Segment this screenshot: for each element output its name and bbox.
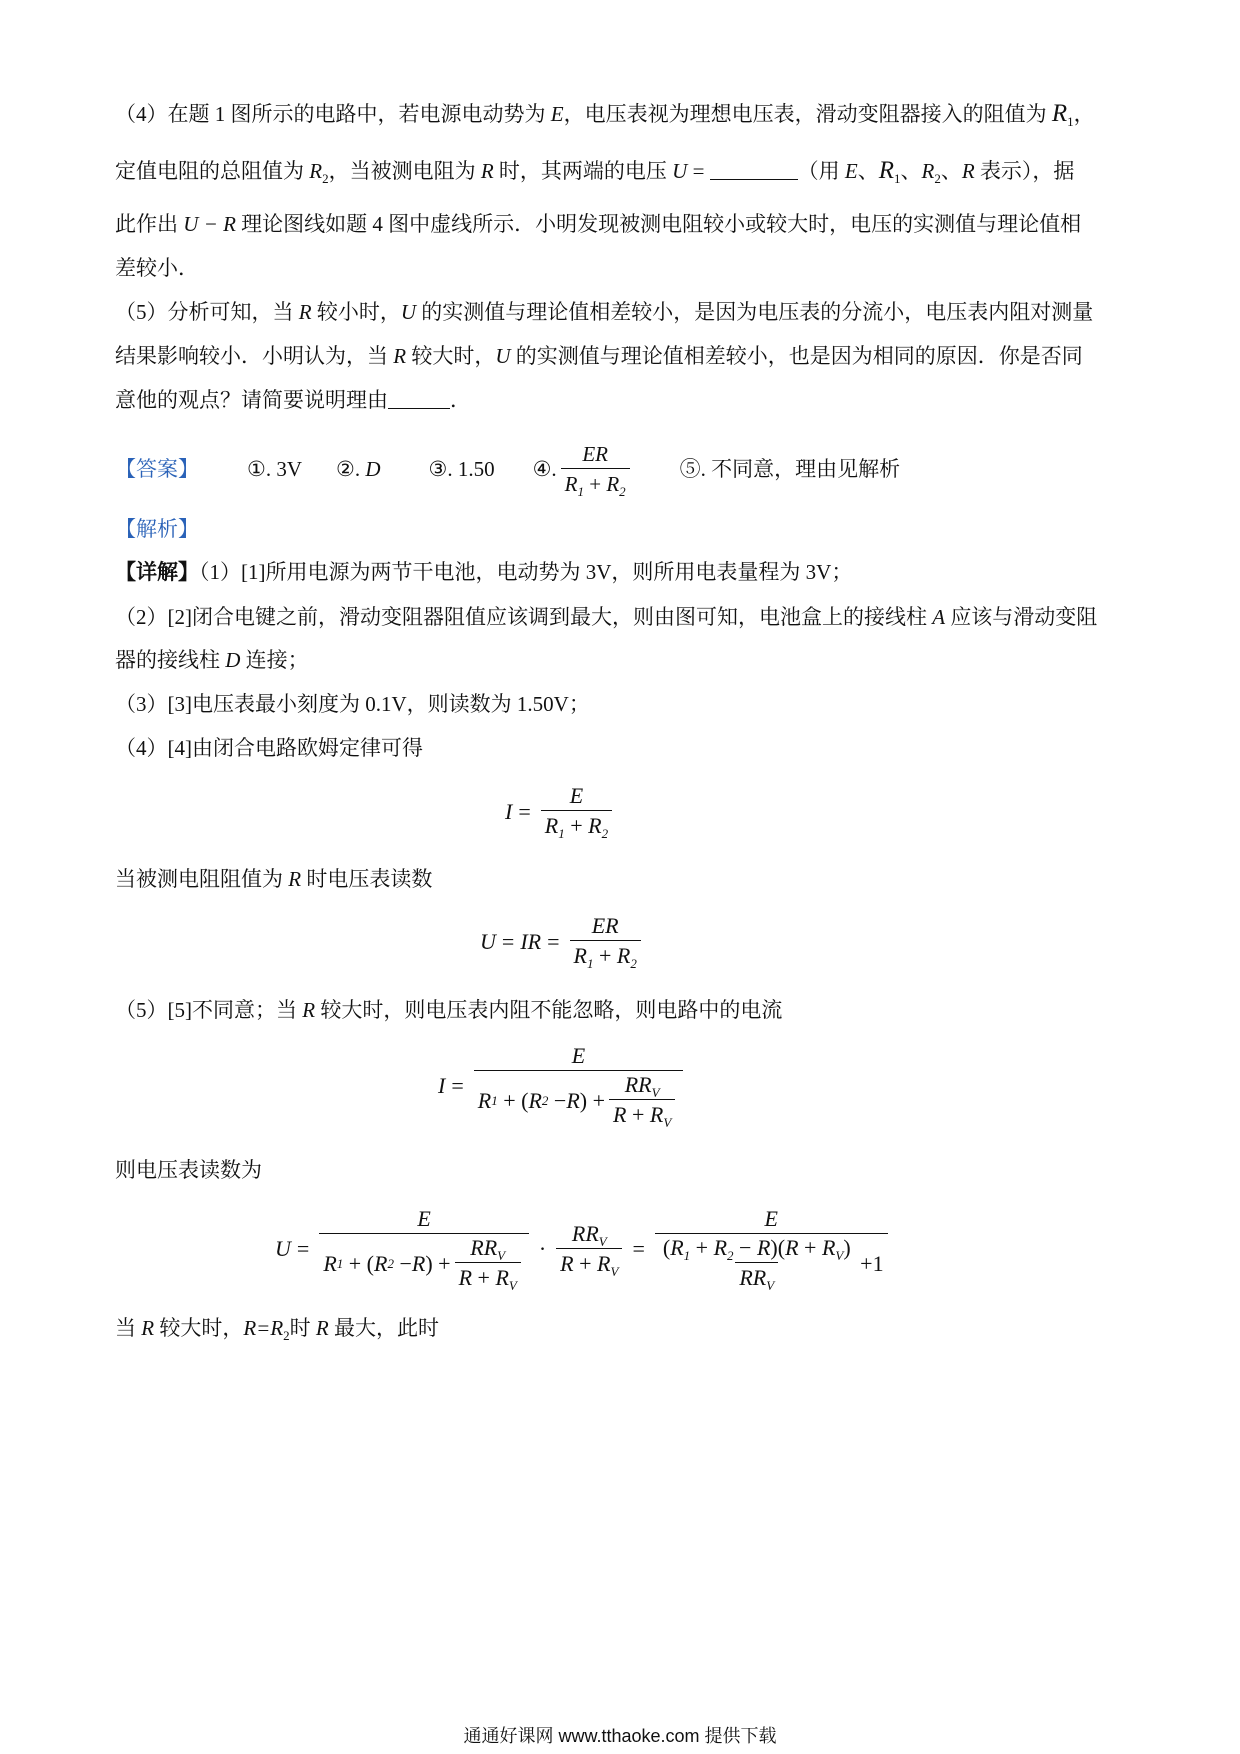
text: 较大时， xyxy=(406,344,496,368)
text: 较大时，则电压表内阻不能忽略，则电路中的电流 xyxy=(315,998,783,1022)
text: 定值电阻的总阻值为 xyxy=(115,159,310,183)
answer-4-fraction xyxy=(561,440,630,499)
var-R1: R xyxy=(878,157,895,184)
text: 的实测值与理论值相差较小，是因为电压表的分流小，电压表内阻对测量 xyxy=(416,300,1094,324)
equation-current-full: I = E R 1 + ( R 2 − R ) + $\frac{RR_V}{R + R_V}$ xyxy=(438,1042,687,1130)
answer-blank xyxy=(710,159,798,180)
text: ． xyxy=(450,388,471,412)
text: （5）分析可知，当 xyxy=(115,300,299,324)
detail-line2 xyxy=(115,602,1135,632)
text: 当 xyxy=(115,1316,142,1340)
var-R: R xyxy=(315,1316,329,1340)
text: 表示），据 xyxy=(974,159,1075,183)
subscript: 1 xyxy=(894,171,901,186)
text: 应该与滑动变阻 xyxy=(945,605,1098,629)
text: 的实测值与理论值相差较小，也是因为相同的原因．你是否同 xyxy=(510,344,1083,368)
text: （4）[4]由闭合电路欧姆定律可得 xyxy=(115,736,423,760)
text: 较大时， xyxy=(154,1316,244,1340)
detail-line9 xyxy=(115,1313,1135,1343)
q5-line2 xyxy=(115,341,1135,371)
var-U-R: U − R xyxy=(183,212,236,236)
detail-line5 xyxy=(115,733,1135,763)
q5-line1 xyxy=(115,297,1135,327)
detail-line3 xyxy=(115,645,1135,675)
analysis-tag: 【解析】 xyxy=(115,517,199,541)
text: 、 xyxy=(900,159,922,183)
q4-line2 xyxy=(115,156,1135,186)
text: 差较小． xyxy=(115,256,199,280)
var-R1: R xyxy=(1051,100,1068,127)
var-R: R xyxy=(480,159,494,183)
text: 连接； xyxy=(240,648,309,672)
text: 、 xyxy=(940,159,962,183)
text: 时 xyxy=(289,1316,316,1340)
fraction-denominator: $R_1 + R_2$ xyxy=(561,468,630,499)
detail-line4 xyxy=(115,689,1135,719)
text: ， xyxy=(1073,102,1095,126)
var-R2: R xyxy=(309,159,323,183)
q4-line4 xyxy=(115,253,1135,283)
q5-line3 xyxy=(115,385,1135,415)
var-R: R xyxy=(141,1316,155,1340)
text: 较小时， xyxy=(311,300,401,324)
var-R: R xyxy=(302,998,316,1022)
text: = xyxy=(687,159,710,183)
var-R: R xyxy=(288,867,302,891)
text: 理论图线如题 4 图中虚线所示．小明发现被测电阻较小或较大时，电压的实测值与理论值相 xyxy=(235,212,1082,236)
text: （4）在题 1 图所示的电路中，若电源电动势为 xyxy=(115,102,551,126)
subscript: 2 xyxy=(322,171,329,186)
answer-tag: 【答案】 xyxy=(115,457,199,481)
answer-1: ①. 3V xyxy=(247,457,302,481)
var-U: U xyxy=(672,159,688,183)
var-R: R xyxy=(298,300,312,324)
text: 则电压表读数为 xyxy=(115,1158,262,1182)
answer-3: ③. 1.50 xyxy=(428,457,495,481)
detail-line7 xyxy=(115,995,1135,1025)
text: ，电压表视为理想电压表，滑动变阻器接入的阻值为 xyxy=(563,102,1052,126)
var-D: D xyxy=(225,648,241,672)
answer-4-prefix: ④. xyxy=(532,457,557,481)
var-A: A xyxy=(932,605,946,629)
text: 器的接线柱 xyxy=(115,648,226,672)
answer-5: ⑤. 不同意，理由见解析 xyxy=(679,457,901,481)
text: 时电压表读数 xyxy=(301,867,433,891)
var-E: E xyxy=(550,102,564,126)
var-U: U xyxy=(400,300,416,324)
answer-2-prefix: ②. xyxy=(336,457,366,481)
text: （5）[5]不同意；当 xyxy=(115,998,303,1022)
fraction-numerator: ER xyxy=(582,441,608,466)
text: 、 xyxy=(857,159,879,183)
answer-blank xyxy=(388,388,450,409)
footer-watermark: 通通好课网 www.tthaoke.com 提供下载 xyxy=(463,1726,777,1746)
text: 时，其两端的电压 xyxy=(493,159,673,183)
subscript: 2 xyxy=(934,171,941,186)
q4-line1 xyxy=(115,99,1135,129)
text: （用 xyxy=(797,159,845,183)
detail-line6 xyxy=(115,864,1135,894)
text: （1）[1]所用电源为两节干电池，电动势为 3V，则所用电表量程为 3V； xyxy=(199,560,853,584)
equation-current: I = $\frac{E}{R_1 + R_2}$ xyxy=(505,782,616,841)
text: 意他的观点？请简要说明理由 xyxy=(115,388,388,412)
var-R2: R xyxy=(921,159,935,183)
text: 此作出 xyxy=(115,212,184,236)
var-R: R xyxy=(961,159,975,183)
text: 最大，此时 xyxy=(328,1316,439,1340)
q4-line3 xyxy=(115,209,1135,239)
answer-line xyxy=(115,441,1135,499)
detail-tag: 【详解】 xyxy=(115,560,199,584)
text: 当被测电阻阻值为 xyxy=(115,867,289,891)
equation-voltage: U = IR = $\frac{ER}{R_1 + R_2}$ xyxy=(480,912,645,971)
detail-line8 xyxy=(115,1155,1135,1185)
text: 结果影响较小．小明认为，当 xyxy=(115,344,394,368)
var-U: U xyxy=(495,344,511,368)
var-R: R xyxy=(393,344,407,368)
answer-2-var: D xyxy=(365,457,381,481)
text: （3）[3]电压表最小刻度为 0.1V，则读数为 1.50V； xyxy=(115,692,590,716)
var-R-eq-R2: R=R xyxy=(243,1316,284,1340)
text: （2）[2]闭合电键之前，滑动变阻器阻值应该调到最大，则由图可知，电池盒上的接线柱 xyxy=(115,605,933,629)
text: ，当被测电阻为 xyxy=(328,159,481,183)
subscript: 2 xyxy=(283,1328,290,1343)
subscript: 1 xyxy=(1067,114,1074,129)
equation-voltage-full: U = E R 1 + ( R 2 − R ) + $\frac{RR_V}{R + R_V}$ · $\frac{RR_V}{R + R_V}$ = E $\frac{(R_1 + R_2 - R)(R + R_V)}{RR_V}$ +1 xyxy=(275,1205,892,1293)
detail-line1 xyxy=(115,557,1135,587)
var-E: E xyxy=(844,159,858,183)
